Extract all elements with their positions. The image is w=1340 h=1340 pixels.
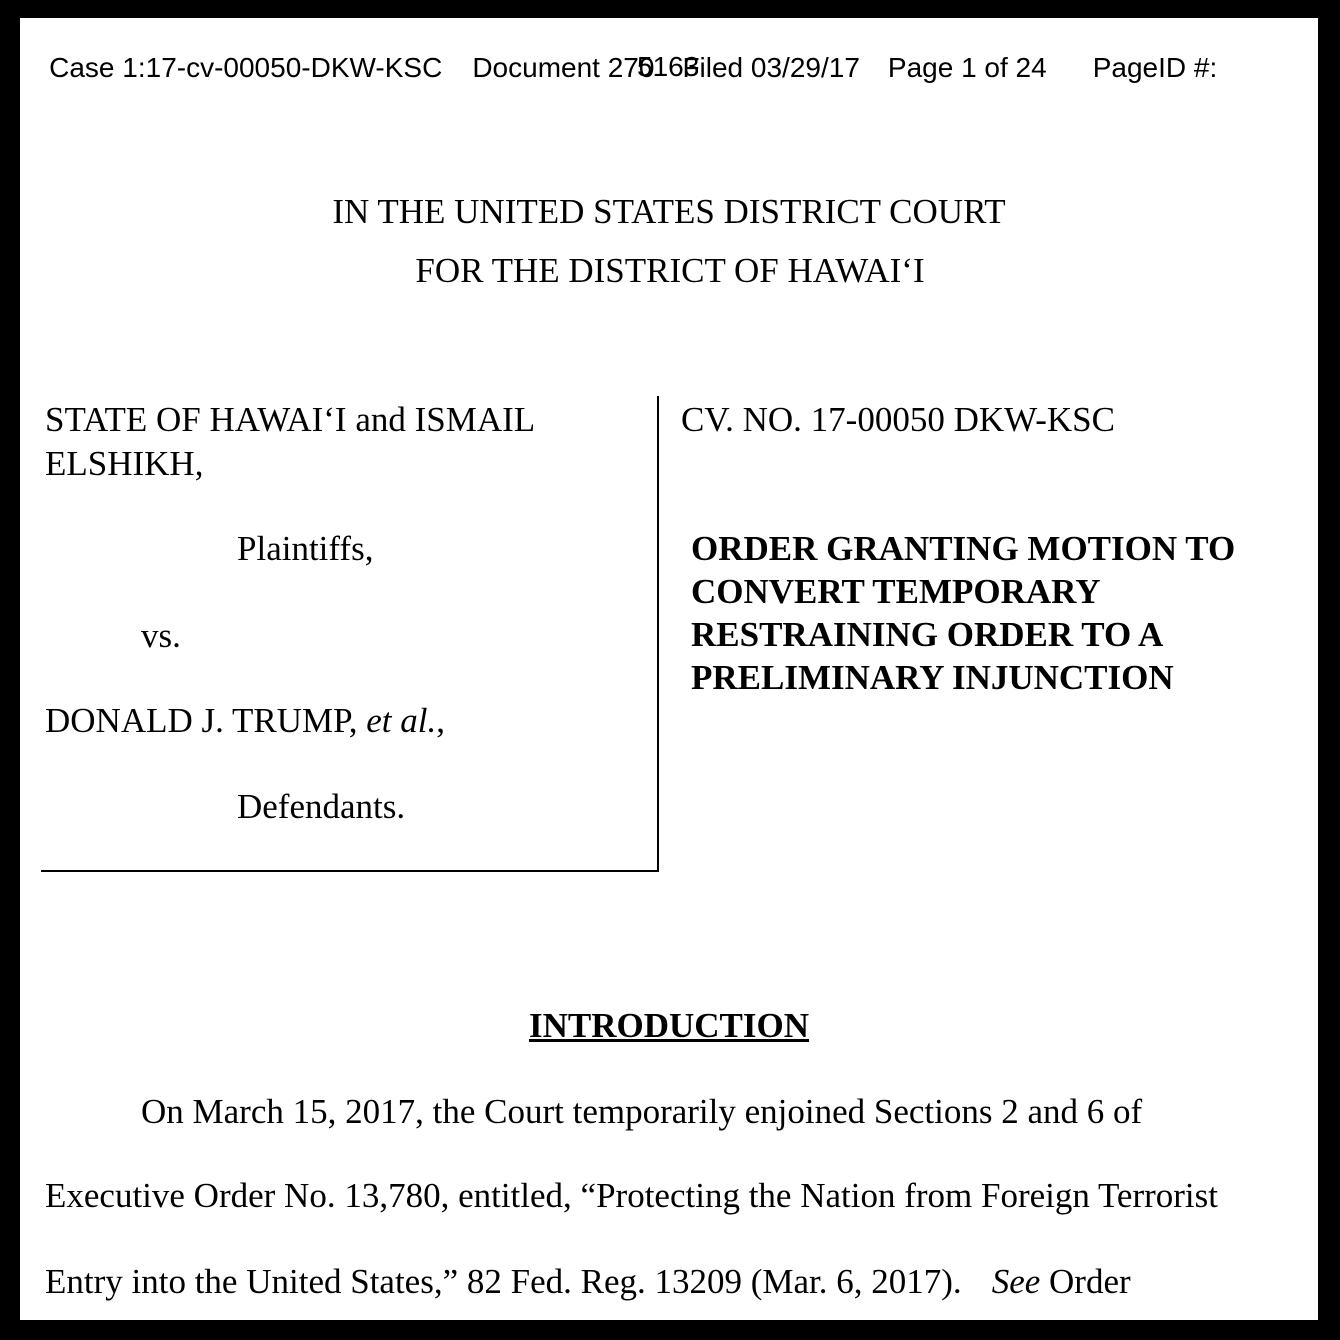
- et-al-italic: et al.: [366, 701, 437, 740]
- plaintiffs-label: Plaintiffs,: [237, 529, 374, 568]
- defendants-name-main: DONALD J. TRUMP,: [45, 701, 367, 740]
- page-count-stamp: Page 1 of 24: [887, 52, 1047, 83]
- document-number-stamp: Document 270: [472, 52, 655, 83]
- body-text-line: Executive Order No. 13,780, entitled, “Protecting the Nation from Foreign Terrorist: [45, 1176, 1218, 1215]
- pageid-label-stamp: PageID #:: [1092, 52, 1218, 83]
- case-number-stamp: Case 1:17-cv-00050-DKW-KSC: [49, 52, 443, 83]
- body-text-line: [45, 1260, 1131, 1304]
- plaintiffs-name: STATE OF HAWAI‘I and ISMAIL ELSHIKH,: [45, 400, 534, 483]
- filed-date-stamp: Filed 03/29/17: [682, 52, 860, 83]
- court-name-line1: IN THE UNITED STATES DISTRICT COURT: [332, 192, 1006, 231]
- defendants-name-end: ,: [436, 701, 445, 740]
- court-name-line2: FOR THE DISTRICT OF HAWAI‘I: [415, 251, 925, 290]
- defendants-name: [45, 699, 445, 743]
- order-title: ORDER GRANTING MOTION TO CONVERT TEMPORARY RESTRAINING ORDER TO A PRELIMINARY INJUNCTION: [691, 529, 1236, 697]
- defendants-label: Defendants.: [237, 787, 406, 826]
- body-text-segment: Entry into the United States,” 82 Fed. Reg. 13209 (Mar. 6, 2017).: [45, 1262, 962, 1301]
- filing-header-stamp: [0, 0, 1340, 83]
- versus-label: vs.: [141, 616, 181, 655]
- body-text-segment: Order: [1040, 1262, 1131, 1301]
- introduction-heading: INTRODUCTION: [528, 1006, 810, 1045]
- pageid-number-stamp: 5163: [637, 51, 700, 82]
- body-text-line: On March 15, 2017, the Court temporarily enjoined Sections 2 and 6 of: [141, 1092, 1143, 1131]
- civil-case-number: CV. NO. 17-00050 DKW-KSC: [681, 400, 1115, 439]
- see-citation-signal: See: [991, 1262, 1041, 1301]
